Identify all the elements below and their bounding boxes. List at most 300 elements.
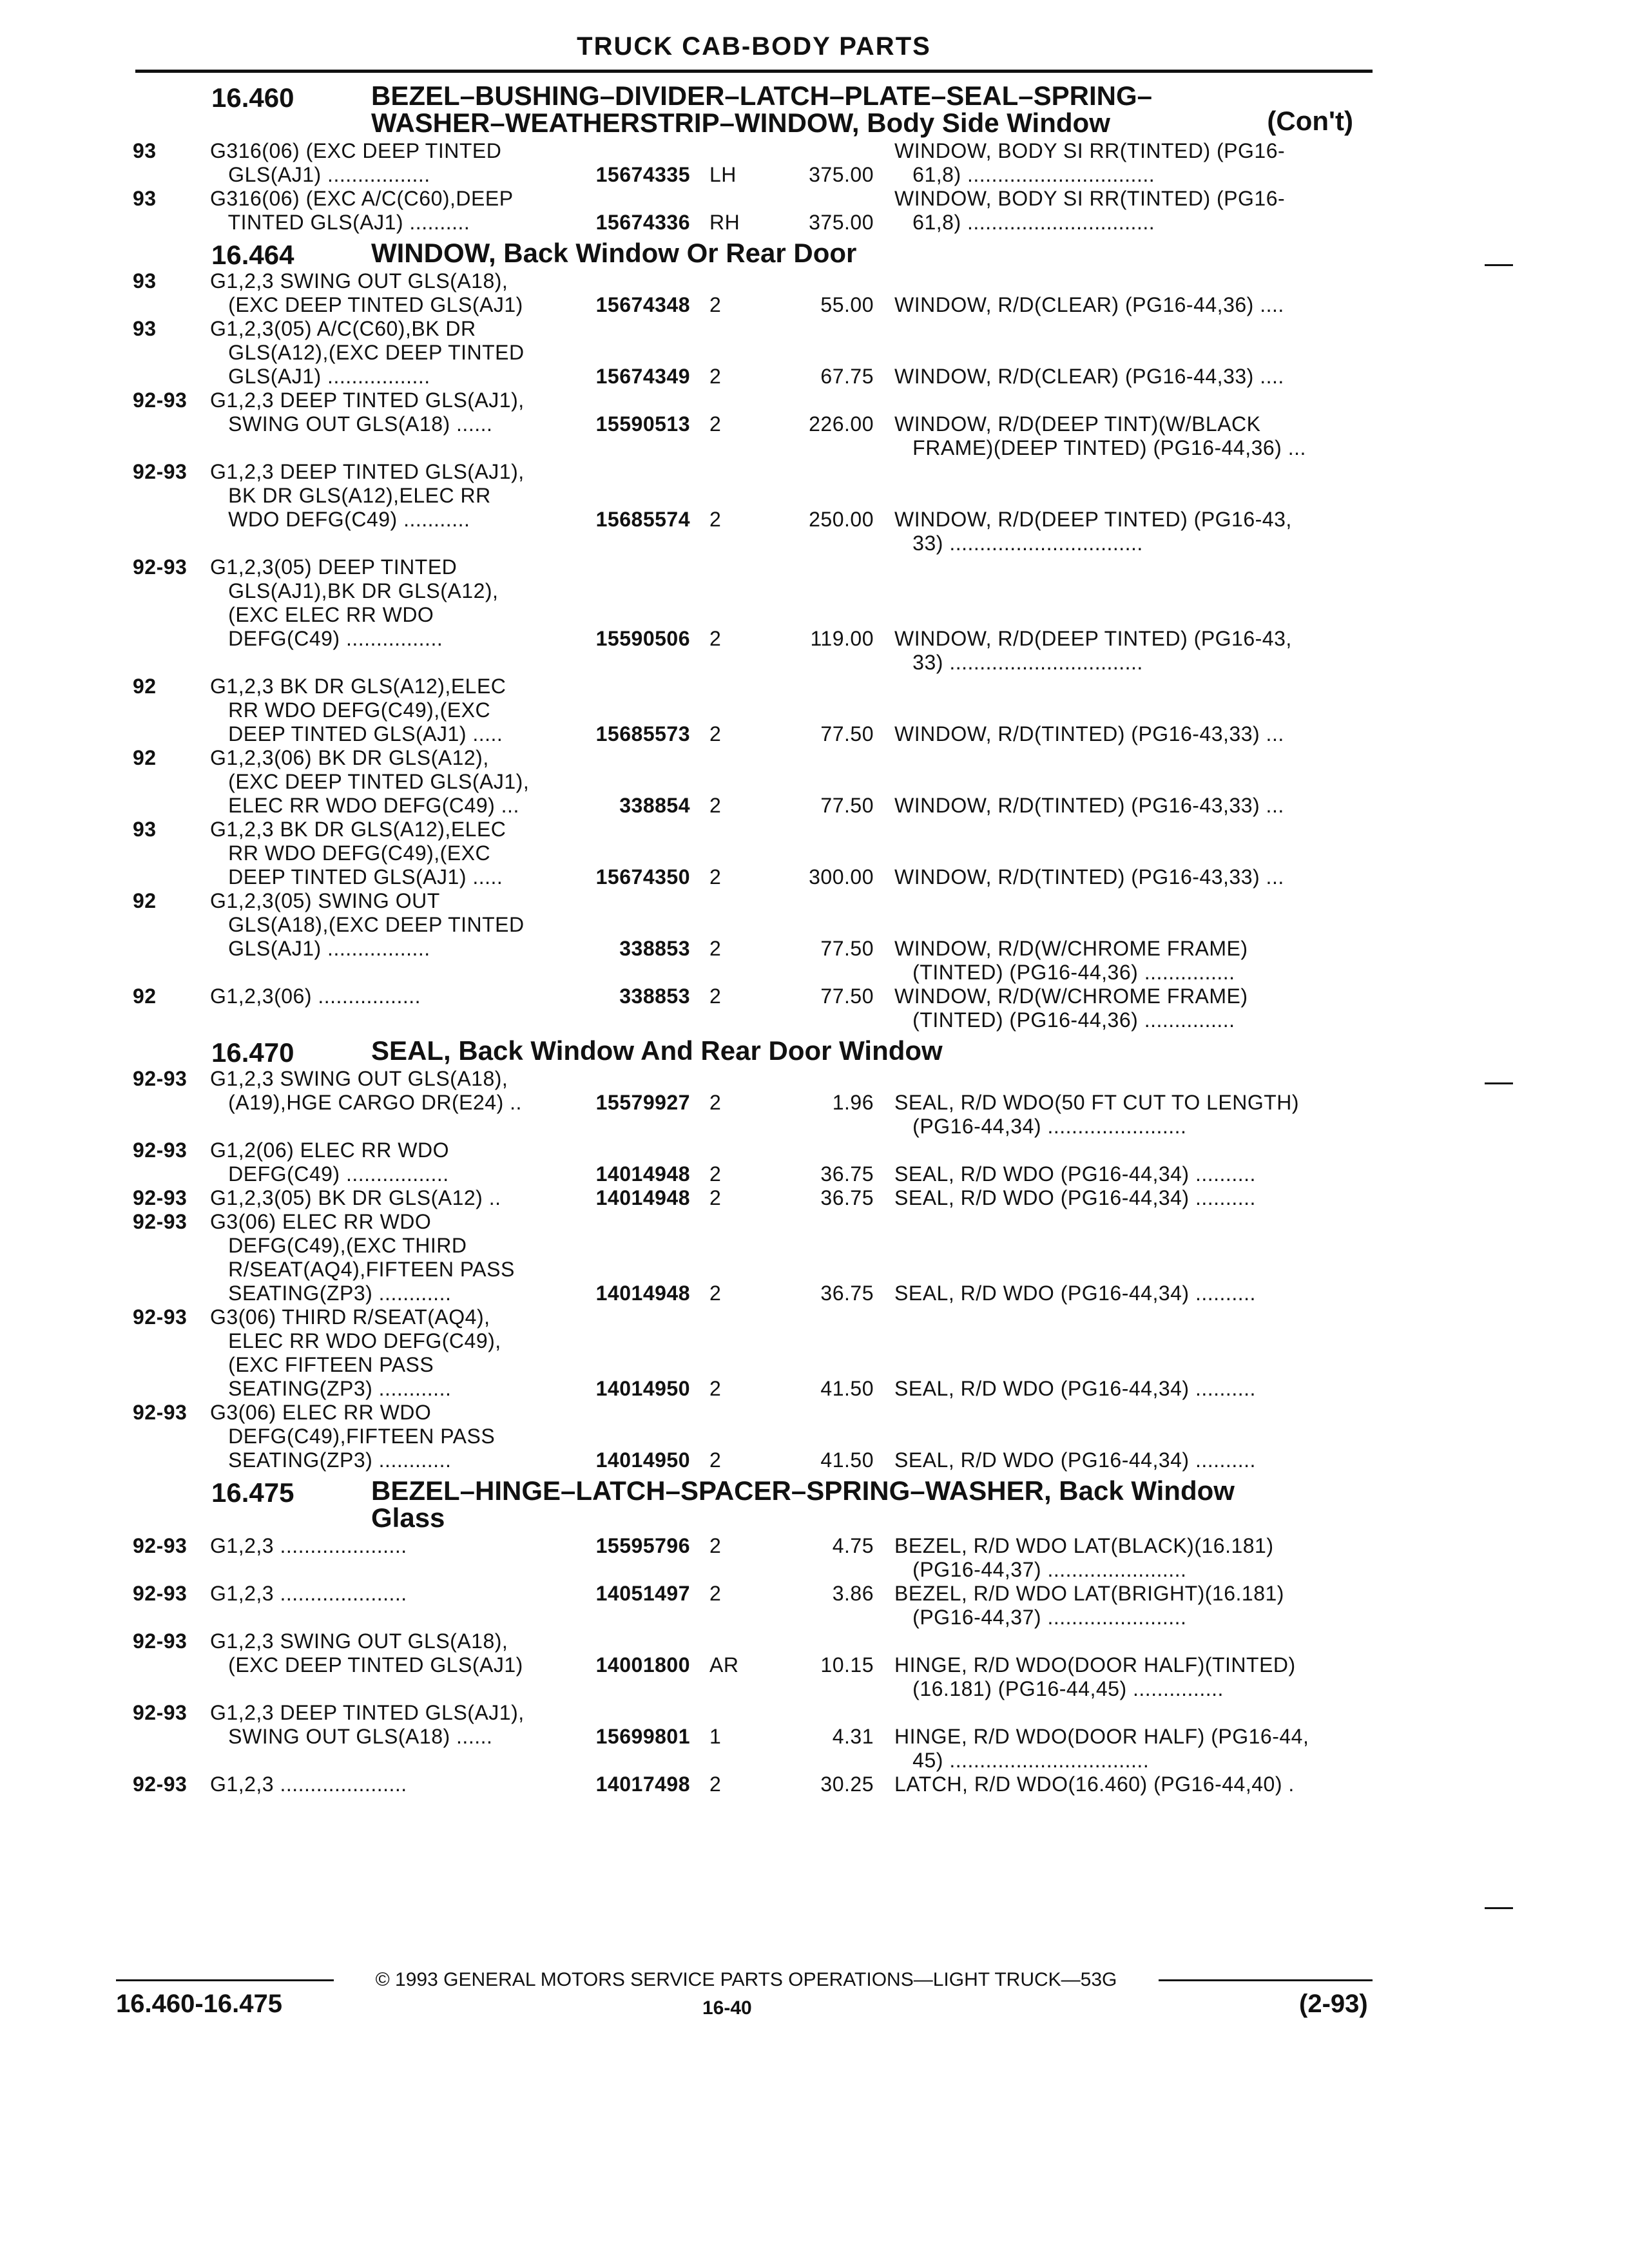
application-text — [210, 746, 558, 818]
application-line: G1,2(06) ELEC RR WDO — [210, 1139, 449, 1162]
description-line — [894, 269, 1374, 293]
application-line: DEEP TINTED GLS(AJ1) ..... — [210, 722, 503, 745]
price: 41.50 — [820, 1377, 874, 1400]
quantity: 2 — [709, 1773, 722, 1796]
quantity: 2 — [709, 937, 722, 960]
application-text — [210, 1067, 558, 1139]
part-description — [894, 1582, 1374, 1629]
application-text — [210, 1773, 558, 1796]
description-line: WINDOW, BODY SI RR(TINTED) (PG16- — [894, 187, 1286, 210]
part-number: 15699801 — [595, 1725, 690, 1748]
application-text — [210, 555, 558, 675]
model-year: 93 — [133, 818, 157, 841]
price: 30.25 — [820, 1773, 874, 1796]
footer-rule-right — [1159, 1979, 1373, 1981]
application-line: DEFG(C49) ................. — [210, 1162, 449, 1186]
part-description — [894, 187, 1374, 235]
description-line: (PG16-44,37) ....................... — [894, 1606, 1187, 1629]
model-year: 92-93 — [133, 1534, 188, 1557]
part-number: 14014948 — [595, 1162, 690, 1186]
description-line — [894, 889, 1374, 913]
application-line: RR WDO DEFG(C49),(EXC — [210, 841, 491, 865]
application-line: ELEC RR WDO DEFG(C49), — [210, 1329, 501, 1352]
section-heading — [126, 82, 1379, 137]
description-line: (PG16-44,37) ....................... — [894, 1558, 1187, 1581]
spacer-line — [210, 1606, 558, 1629]
quantity: 2 — [709, 1582, 722, 1605]
application-line: G1,2,3 ..................... — [210, 1534, 407, 1557]
part-number: 15595796 — [595, 1534, 690, 1557]
part-number: 14014950 — [595, 1377, 690, 1400]
application-text — [210, 889, 558, 985]
part-number: 14014950 — [595, 1448, 690, 1472]
quantity: 2 — [709, 1448, 722, 1472]
application-line: SWING OUT GLS(A18) ...... — [210, 1725, 493, 1748]
description-line — [894, 698, 1374, 722]
description-line — [894, 1258, 1374, 1282]
spacer-line — [210, 532, 558, 555]
model-year: 92-93 — [133, 1401, 188, 1424]
price: 77.50 — [820, 722, 874, 745]
description-line — [894, 770, 1374, 794]
description-line: (TINTED) (PG16-44,36) ............... — [894, 1008, 1235, 1032]
model-year: 92-93 — [133, 1210, 188, 1233]
quantity: 1 — [709, 1725, 722, 1748]
spacer-line — [210, 436, 558, 460]
application-text — [210, 1629, 558, 1701]
page-title: TRUCK CAB-BODY PARTS — [577, 32, 931, 61]
application-line: RR WDO DEFG(C49),(EXC — [210, 698, 491, 722]
part-number: 15674336 — [595, 211, 690, 234]
description-line: BEZEL, R/D WDO LAT(BLACK)(16.181) — [894, 1534, 1274, 1557]
price: 375.00 — [809, 163, 874, 186]
model-year: 92-93 — [133, 389, 188, 412]
parts-row — [126, 460, 1379, 555]
application-line: G1,2,3 DEEP TINTED GLS(AJ1), — [210, 389, 525, 412]
part-description — [894, 317, 1374, 389]
quantity: 2 — [709, 865, 722, 889]
model-year: 92-93 — [133, 1067, 188, 1090]
margin-mark — [1485, 264, 1513, 266]
application-line: G1,2,3 ..................... — [210, 1773, 407, 1796]
application-text — [210, 269, 558, 317]
application-line: G1,2,3(06) BK DR GLS(A12), — [210, 746, 489, 769]
parts-row — [126, 317, 1379, 389]
price: 36.75 — [820, 1162, 874, 1186]
description-line — [894, 1305, 1374, 1329]
description-line: WINDOW, R/D(TINTED) (PG16-43,33) ... — [894, 794, 1284, 817]
part-description — [894, 1401, 1374, 1472]
parts-row — [126, 1629, 1379, 1701]
description-line: BEZEL, R/D WDO LAT(BRIGHT)(16.181) — [894, 1582, 1284, 1605]
parts-row — [126, 187, 1379, 235]
application-line: G1,2,3(06) ................. — [210, 985, 421, 1008]
parts-row — [126, 269, 1379, 317]
quantity: 2 — [709, 365, 722, 388]
application-line: GLS(AJ1) ................. — [210, 163, 430, 186]
application-text — [210, 818, 558, 889]
description-line: (TINTED) (PG16-44,36) ............... — [894, 961, 1235, 984]
price: 250.00 — [809, 508, 874, 531]
model-year: 92-93 — [133, 1701, 188, 1724]
description-line: FRAME)(DEEP TINTED) (PG16-44,36) ... — [894, 436, 1306, 459]
application-line: G1,2,3 SWING OUT GLS(A18), — [210, 1067, 508, 1090]
price: 77.50 — [820, 794, 874, 817]
description-line — [894, 460, 1374, 484]
spacer-line — [210, 1749, 558, 1773]
part-description — [894, 269, 1374, 317]
application-text — [210, 1186, 558, 1210]
price: 1.96 — [832, 1091, 874, 1114]
description-line: 33) ................................ — [894, 651, 1143, 674]
application-line: SWING OUT GLS(A18) ...... — [210, 412, 493, 436]
parts-row — [126, 1773, 1379, 1796]
parts-row — [126, 1067, 1379, 1139]
model-year: 92 — [133, 889, 157, 912]
parts-row — [126, 1186, 1379, 1210]
model-year: 92 — [133, 746, 157, 769]
section-heading — [126, 1477, 1379, 1532]
model-year: 92-93 — [133, 555, 188, 579]
price: 300.00 — [809, 865, 874, 889]
footer-date: (2-93) — [1299, 1990, 1368, 2018]
description-line — [894, 1067, 1374, 1091]
parts-row — [126, 139, 1379, 187]
description-line — [894, 603, 1374, 627]
description-line — [894, 341, 1374, 365]
part-number: 338853 — [619, 985, 690, 1008]
application-text — [210, 1534, 558, 1582]
description-line: (16.181) (PG16-44,45) ............... — [894, 1677, 1224, 1700]
application-line: G1,2,3 BK DR GLS(A12),ELEC — [210, 675, 506, 698]
application-line: G1,2,3 SWING OUT GLS(A18), — [210, 269, 508, 293]
application-text — [210, 317, 558, 389]
description-line — [894, 317, 1374, 341]
footer-rule-left — [116, 1979, 334, 1981]
application-text — [210, 187, 558, 235]
description-line: SEAL, R/D WDO(50 FT CUT TO LENGTH) — [894, 1091, 1300, 1114]
application-line: GLS(A18),(EXC DEEP TINTED — [210, 913, 525, 936]
part-number: 338854 — [619, 794, 690, 817]
quantity: 2 — [709, 1186, 722, 1209]
footer-section-range: 16.460-16.475 — [116, 1990, 283, 2018]
spacer-line — [210, 1115, 558, 1139]
parts-row — [126, 555, 1379, 675]
model-year: 93 — [133, 187, 157, 210]
application-line: G1,2,3(05) SWING OUT — [210, 889, 440, 912]
description-line: (PG16-44,34) ....................... — [894, 1115, 1187, 1138]
application-line: DEFG(C49),FIFTEEN PASS — [210, 1425, 496, 1448]
application-line: GLS(AJ1) ................. — [210, 937, 430, 960]
application-line: (A19),HGE CARGO DR(E24) .. — [210, 1091, 522, 1114]
parts-row — [126, 1210, 1379, 1305]
application-line: GLS(AJ1),BK DR GLS(A12), — [210, 579, 499, 602]
section-title: WINDOW, Back Window Or Rear Door — [371, 238, 857, 268]
spacer-line — [210, 1008, 558, 1032]
application-line: (EXC DEEP TINTED GLS(AJ1), — [210, 770, 530, 793]
part-number: 15685573 — [595, 722, 690, 745]
model-year: 92 — [133, 985, 157, 1008]
part-description — [894, 1305, 1374, 1401]
description-line: LATCH, R/D WDO(16.460) (PG16-44,40) . — [894, 1773, 1295, 1796]
quantity: 2 — [709, 1377, 722, 1400]
section-number: 16.470 — [211, 1037, 294, 1068]
description-line — [894, 1234, 1374, 1258]
description-line: 33) ................................ — [894, 532, 1143, 555]
part-description — [894, 675, 1374, 746]
application-line: DEFG(C49) ................ — [210, 627, 443, 650]
quantity: 2 — [709, 412, 722, 436]
part-description — [894, 1210, 1374, 1305]
quantity: LH — [709, 163, 737, 186]
section-title: SEAL, Back Window And Rear Door Window — [371, 1035, 943, 1066]
price: 41.50 — [820, 1448, 874, 1472]
price: 4.75 — [832, 1534, 874, 1557]
application-line: G1,2,3 DEEP TINTED GLS(AJ1), — [210, 1701, 525, 1724]
application-line: G1,2,3 BK DR GLS(A12),ELEC — [210, 818, 506, 841]
parts-row — [126, 1582, 1379, 1629]
parts-row — [126, 1701, 1379, 1773]
part-description — [894, 818, 1374, 889]
price: 375.00 — [809, 211, 874, 234]
application-line: GLS(A12),(EXC DEEP TINTED — [210, 341, 525, 364]
description-line — [894, 818, 1374, 841]
part-number: 14014948 — [595, 1186, 690, 1209]
description-line: WINDOW, R/D(W/CHROME FRAME) — [894, 937, 1248, 960]
section-title: BEZEL–BUSHING–DIVIDER–LATCH–PLATE–SEAL–SPRING– WASHER–WEATHERSTRIP–WINDOW, Body Side Window — [371, 81, 1152, 138]
section-heading — [126, 238, 1379, 270]
description-line — [894, 913, 1374, 937]
application-line: BK DR GLS(A12),ELEC RR — [210, 484, 491, 507]
parts-row — [126, 746, 1379, 818]
application-line: DEFG(C49),(EXC THIRD — [210, 1234, 467, 1257]
model-year: 92-93 — [133, 1305, 188, 1329]
description-line — [894, 555, 1374, 579]
description-line — [894, 1139, 1374, 1162]
application-line: R/SEAT(AQ4),FIFTEEN PASS — [210, 1258, 515, 1281]
part-number: 14014948 — [595, 1282, 690, 1305]
part-description — [894, 1773, 1374, 1796]
description-line — [894, 484, 1374, 508]
description-line: SEAL, R/D WDO (PG16-44,34) .......... — [894, 1162, 1256, 1186]
parts-row — [126, 818, 1379, 889]
application-line: SEATING(ZP3) ............ — [210, 1448, 452, 1472]
model-year: 92-93 — [133, 1773, 188, 1796]
parts-row — [126, 675, 1379, 746]
application-text — [210, 1401, 558, 1472]
parts-row — [126, 985, 1379, 1032]
part-number: 15590506 — [595, 627, 690, 650]
description-line: WINDOW, R/D(TINTED) (PG16-43,33) ... — [894, 865, 1284, 889]
description-line: WINDOW, BODY SI RR(TINTED) (PG16- — [894, 139, 1286, 162]
application-line: (EXC DEEP TINTED GLS(AJ1) — [210, 1653, 523, 1677]
price: 55.00 — [820, 293, 874, 316]
description-line: WINDOW, R/D(CLEAR) (PG16-44,33) .... — [894, 365, 1284, 388]
application-line: G3(06) THIRD R/SEAT(AQ4), — [210, 1305, 490, 1329]
application-line: G1,2,3(05) DEEP TINTED — [210, 555, 458, 579]
quantity: 2 — [709, 508, 722, 531]
part-number: 15590513 — [595, 412, 690, 436]
description-line — [894, 746, 1374, 770]
description-line: SEAL, R/D WDO (PG16-44,34) .......... — [894, 1186, 1256, 1209]
model-year: 92-93 — [133, 1582, 188, 1605]
application-line: WDO DEFG(C49) ........... — [210, 508, 470, 531]
price: 4.31 — [832, 1725, 874, 1748]
application-text — [210, 1701, 558, 1773]
application-line: SEATING(ZP3) ............ — [210, 1282, 452, 1305]
price: 3.86 — [832, 1582, 874, 1605]
part-number: 15674349 — [595, 365, 690, 388]
section-number: 16.475 — [211, 1477, 294, 1508]
part-number: 15674335 — [595, 163, 690, 186]
part-description — [894, 555, 1374, 675]
application-text — [210, 675, 558, 746]
quantity: RH — [709, 211, 740, 234]
price: 10.15 — [820, 1653, 874, 1677]
model-year: 93 — [133, 269, 157, 293]
part-description — [894, 1534, 1374, 1582]
quantity: 2 — [709, 1534, 722, 1557]
continued-label: (Con't) — [1267, 106, 1353, 136]
model-year: 92 — [133, 675, 157, 698]
application-line: (EXC DEEP TINTED GLS(AJ1) — [210, 293, 523, 316]
quantity: 2 — [709, 1162, 722, 1186]
description-line: WINDOW, R/D(DEEP TINTED) (PG16-43, — [894, 627, 1292, 650]
price: 36.75 — [820, 1282, 874, 1305]
part-number: 15685574 — [595, 508, 690, 531]
quantity: 2 — [709, 794, 722, 817]
quantity: 2 — [709, 1091, 722, 1114]
model-year: 92-93 — [133, 1139, 188, 1162]
model-year: 92-93 — [133, 460, 188, 483]
description-line: SEAL, R/D WDO (PG16-44,34) .......... — [894, 1448, 1256, 1472]
parts-catalog — [126, 77, 1379, 1796]
application-line: SEATING(ZP3) ............ — [210, 1377, 452, 1400]
part-number: 15674348 — [595, 293, 690, 316]
application-line: TINTED GLS(AJ1) .......... — [210, 211, 470, 234]
parts-row — [126, 1401, 1379, 1472]
application-line: G3(06) ELEC RR WDO — [210, 1210, 432, 1233]
description-line — [894, 841, 1374, 865]
margin-mark — [1485, 1907, 1513, 1909]
part-description — [894, 1139, 1374, 1186]
description-line: WINDOW, R/D(W/CHROME FRAME) — [894, 985, 1248, 1008]
price: 36.75 — [820, 1186, 874, 1209]
application-line: GLS(AJ1) ................. — [210, 365, 430, 388]
part-description — [894, 1186, 1374, 1210]
description-line — [894, 1425, 1374, 1448]
application-text — [210, 1139, 558, 1186]
description-line: WINDOW, R/D(DEEP TINT)(W/BLACK — [894, 412, 1261, 436]
application-text — [210, 389, 558, 460]
description-line: HINGE, R/D WDO(DOOR HALF)(TINTED) — [894, 1653, 1296, 1677]
parts-row — [126, 889, 1379, 985]
part-description — [894, 1629, 1374, 1701]
application-line: (EXC FIFTEEN PASS — [210, 1353, 434, 1376]
description-line — [894, 1353, 1374, 1377]
description-line: 61,8) ............................... — [894, 211, 1155, 234]
description-line: WINDOW, R/D(TINTED) (PG16-43,33) ... — [894, 722, 1284, 745]
description-line — [894, 1401, 1374, 1425]
description-line: SEAL, R/D WDO (PG16-44,34) .......... — [894, 1282, 1256, 1305]
application-text — [210, 985, 558, 1032]
application-line: G316(06) (EXC A/C(C60),DEEP — [210, 187, 514, 210]
description-line — [894, 579, 1374, 603]
model-year: 92-93 — [133, 1629, 188, 1653]
description-line: WINDOW, R/D(CLEAR) (PG16-44,36) .... — [894, 293, 1284, 316]
application-text — [210, 460, 558, 555]
parts-row — [126, 1139, 1379, 1186]
description-line — [894, 1329, 1374, 1353]
parts-row — [126, 1305, 1379, 1401]
part-number: 338853 — [619, 937, 690, 960]
part-description — [894, 746, 1374, 818]
quantity: 2 — [709, 985, 722, 1008]
price: 77.50 — [820, 985, 874, 1008]
part-description — [894, 1067, 1374, 1139]
part-description — [894, 985, 1374, 1032]
section-number: 16.460 — [211, 82, 294, 113]
application-line: G1,2,3 ..................... — [210, 1582, 407, 1605]
description-line: 61,8) ............................... — [894, 163, 1155, 186]
application-text — [210, 1210, 558, 1305]
part-description — [894, 460, 1374, 555]
model-year: 92-93 — [133, 1186, 188, 1209]
description-line: 45) ................................. — [894, 1749, 1150, 1772]
section-heading — [126, 1035, 1379, 1068]
application-line: G316(06) (EXC DEEP TINTED — [210, 139, 502, 162]
quantity: AR — [709, 1653, 739, 1677]
description-line: HINGE, R/D WDO(DOOR HALF) (PG16-44, — [894, 1725, 1309, 1748]
spacer-line — [210, 1558, 558, 1582]
footer-page-number: 16-40 — [702, 1997, 752, 2019]
part-description — [894, 139, 1374, 187]
part-number: 14051497 — [595, 1582, 690, 1605]
parts-row — [126, 389, 1379, 460]
application-text — [210, 139, 558, 187]
description-line — [894, 1629, 1374, 1653]
description-line — [894, 675, 1374, 698]
application-text — [210, 1582, 558, 1629]
description-line — [894, 389, 1374, 412]
price: 77.50 — [820, 937, 874, 960]
application-text — [210, 1305, 558, 1401]
section-title: BEZEL–HINGE–LATCH–SPACER–SPRING–WASHER, Back Window Glass — [371, 1475, 1235, 1533]
application-line: G1,2,3(05) BK DR GLS(A12) .. — [210, 1186, 501, 1209]
spacer-line — [210, 1677, 558, 1701]
quantity: 2 — [709, 293, 722, 316]
part-description — [894, 1701, 1374, 1773]
application-line: G3(06) ELEC RR WDO — [210, 1401, 432, 1424]
application-line: (EXC ELEC RR WDO — [210, 603, 434, 626]
part-description — [894, 389, 1374, 460]
application-line: ELEC RR WDO DEFG(C49) ... — [210, 794, 519, 817]
section-number: 16.464 — [211, 240, 294, 270]
description-line: SEAL, R/D WDO (PG16-44,34) .......... — [894, 1377, 1256, 1400]
page-header — [135, 32, 1373, 73]
spacer-line — [210, 961, 558, 985]
quantity: 2 — [709, 1282, 722, 1305]
price: 67.75 — [820, 365, 874, 388]
application-line: DEEP TINTED GLS(AJ1) ..... — [210, 865, 503, 889]
price: 226.00 — [809, 412, 874, 436]
part-number: 14017498 — [595, 1773, 690, 1796]
price: 119.00 — [810, 627, 874, 650]
model-year: 93 — [133, 317, 157, 340]
description-line — [894, 1701, 1374, 1725]
quantity: 2 — [709, 722, 722, 745]
description-line: WINDOW, R/D(DEEP TINTED) (PG16-43, — [894, 508, 1292, 531]
